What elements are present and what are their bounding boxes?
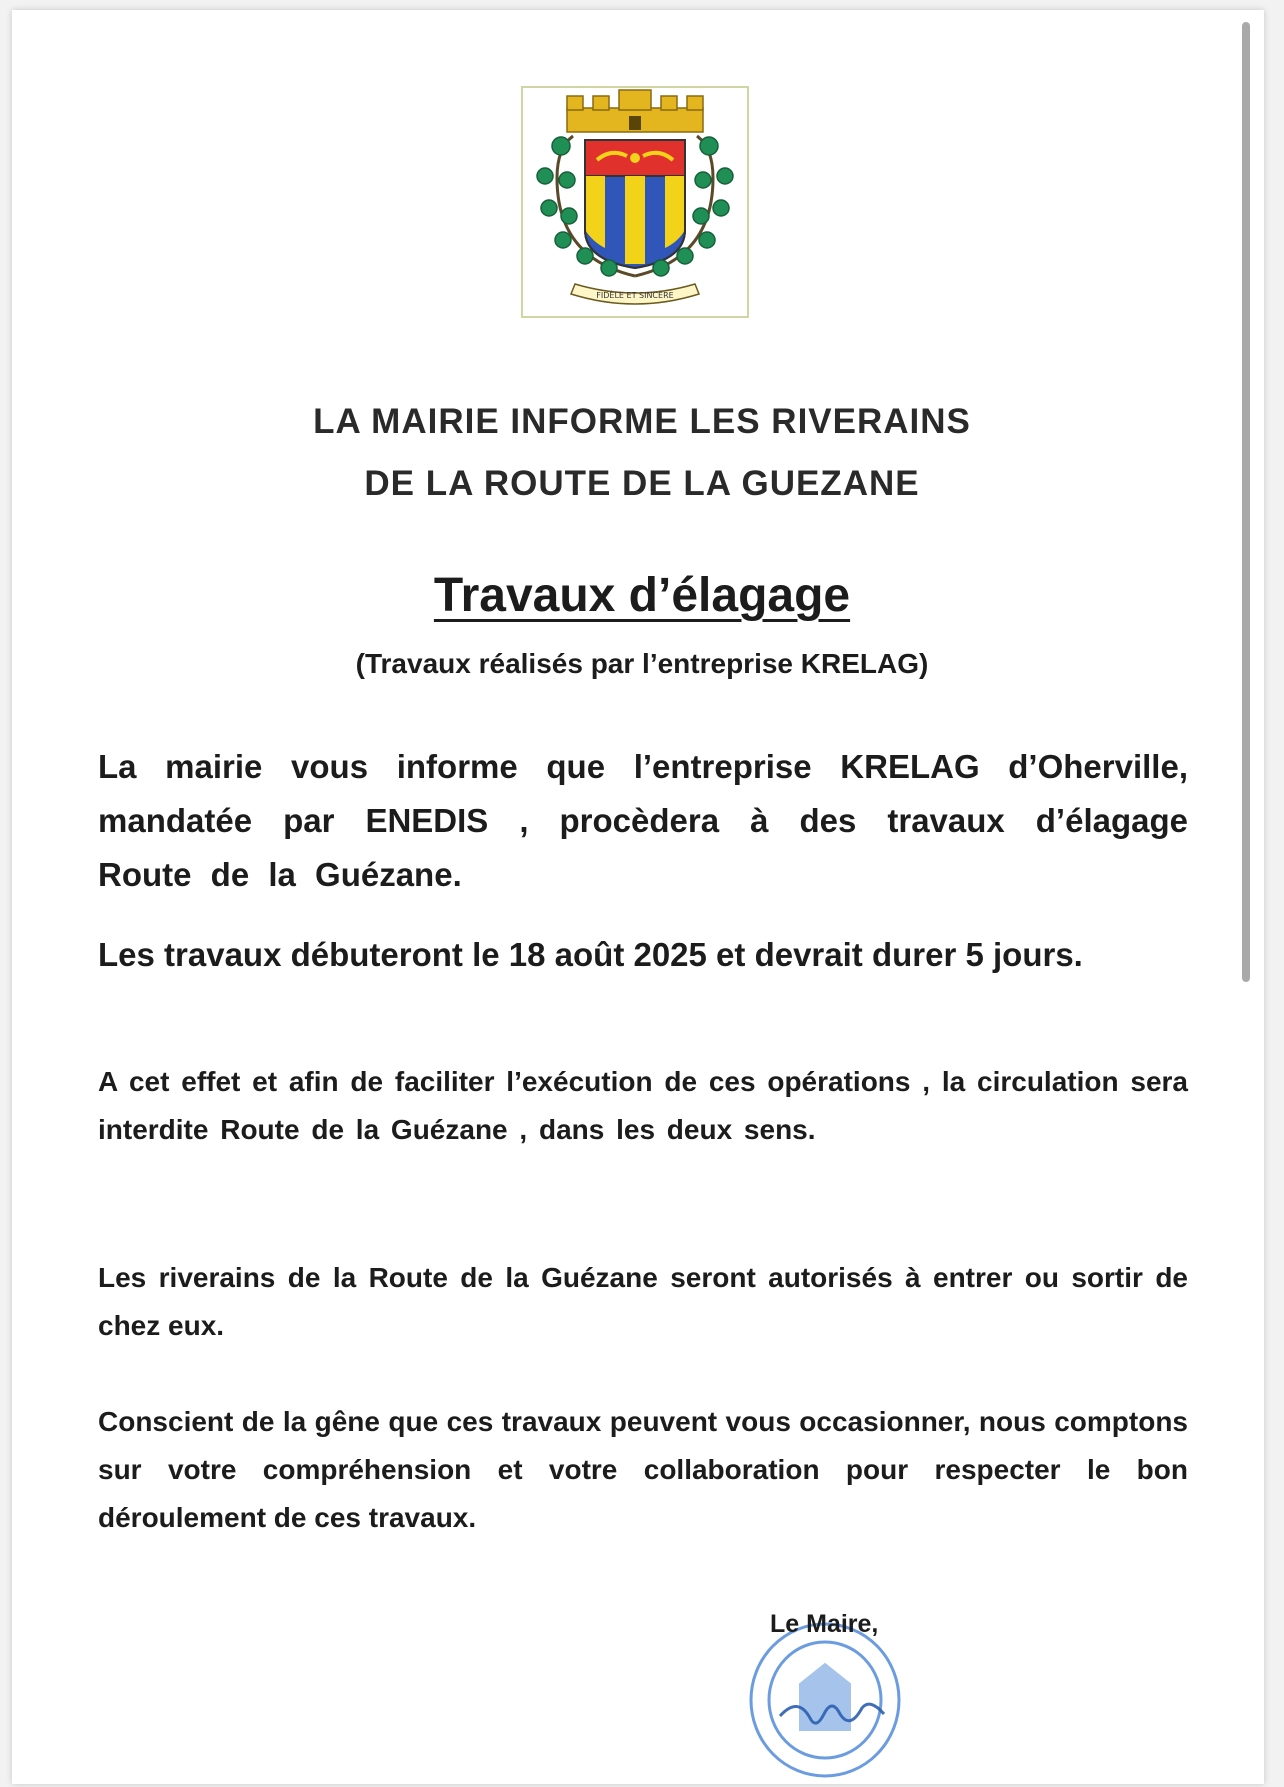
header-line-2: DE LA ROUTE DE LA GUEZANE	[364, 464, 920, 503]
paragraph-closing: Conscient de la gêne que ces travaux peuvent vous occasionner, nous comptons sur votre compréhension et votre collaboration pour respecter le bon déroulement de ces travaux.	[98, 1406, 1188, 1533]
document-title-text: Travaux d’élagage	[433, 569, 851, 622]
crest-motto: FIDÈLE ET SINCÈRE	[596, 291, 674, 300]
document-title	[0, 568, 1284, 623]
paragraph-dates: Les travaux débuteront le 18 août 2025 et devrait durer 5 jours.	[98, 936, 1083, 973]
coat-of-arms-icon	[523, 88, 747, 316]
header-line-1: LA MAIRIE INFORME LES RIVERAINS	[313, 402, 971, 441]
paragraph-residents: Les riverains de la Route de la Guézane seront autorisés à entrer ou sortir de chez eux.	[98, 1262, 1188, 1341]
paragraph-traffic: A cet effet et afin de faciliter l’exécution de ces opérations , la circulation sera interdite Route de la Guézane , dans les deux sens.	[98, 1066, 1188, 1145]
document-subtitle: (Travaux réalisés par l’entreprise KRELAG)	[355, 648, 929, 679]
coat-of-arms-logo	[521, 86, 749, 318]
paragraph-announcement: La mairie vous informe que l’entreprise KRELAG d’Oherville, mandatée par ENEDIS , procèdera à des travaux d’élagage Route de la Guézane.	[98, 748, 1188, 893]
signature-label: Le Maire,	[770, 1610, 879, 1638]
